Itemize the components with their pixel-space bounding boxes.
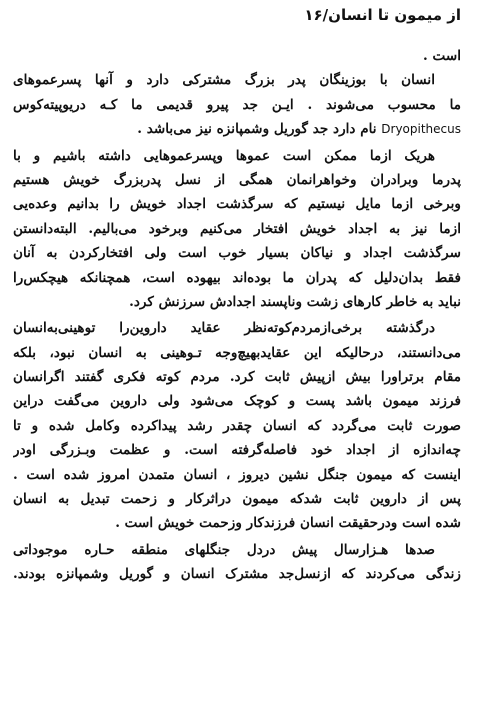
paragraph-line: سرگذشت اجداد و نیاکان بسیار خوب است ولی افتخارکردن به آنان <box>13 245 461 262</box>
paragraph-line: درگذشته برخی‌ازمردم‌کوته‌نظر عقاید داروین‌را توهینی‌به‌انسان <box>13 320 435 337</box>
latin-term: Dryopithecus <box>381 122 461 137</box>
paragraph-line <box>13 117 461 141</box>
paragraph-line: می‌دانستند، درحالیکه این عقایدبهیچ‌وجه تـوهینی به انسان نبود، بلکه <box>13 344 461 361</box>
paragraph-line: ازما نیز به اجداد خویش افتخار می‌کنیم وبرخود می‌بالیم. البته‌دانستن <box>13 220 461 237</box>
paragraph-line: صدها هـزارسال پیش دردل جنگلهای منطقه حـاره موجوداتی <box>13 541 435 558</box>
paragraph-line: است . <box>423 48 461 64</box>
page-header: از میمون تا انسان/۱۶ <box>304 6 461 24</box>
paragraph-line: مقام برتراورا بیش ازپیش ثابت کرد. مردم کوته فکری گفتند اگرانسان <box>13 369 461 386</box>
paragraph-line: هریک ازما ممکن است عموها وپسرعموهایی داشته باشیم و با <box>13 147 435 164</box>
paragraph-line: نباید به خاطر کارهای زشت وناپسند اجدادش سرزنش کرد. <box>129 293 461 310</box>
paragraph-line-text: نام دارد جد گوریل وشمپانزه نیز می‌باشد . <box>137 121 377 138</box>
paragraph-line: فرزند میمون باشد پست و کوچک می‌شود ولی داروین می‌گفت دراین <box>13 393 461 410</box>
paragraph-line: اینست که میمون جنگل نشین دیروز ، انسان متمدن امروز شده است . <box>13 466 461 483</box>
paragraph-line: فقط بدان‌دلیل که پدران ما بوده‌اند بیهوده است، همچنانکه هیچکس‌را <box>13 269 461 286</box>
body-text <box>13 44 461 587</box>
paragraph-line: انسان با بوزینگان پدر بزرگ مشترکی دارد و آنها پسرعموهای <box>13 72 435 89</box>
paragraph-line: پس از داروین ثابت شدکه میمون دراثرکار و زحمت تبدیل به انسان <box>13 491 461 508</box>
paragraph-line: ما محسوب می‌شوند . ایـن جد پیرو قدیمی ما کـه دریوپیته‌کوس <box>13 96 461 113</box>
paragraph-line: زندگی می‌کردند که ازنسل‌جد مشترک انسان و گوریل وشمپانزه بودند. <box>13 566 461 583</box>
paragraph-line: شده است ودرحقیقت انسان فرزندکار وزحمت خویش است . <box>115 515 461 532</box>
paragraph-line: وبرخی ازما مایل نیستیم که سرگذشت اجداد خویش را بدانیم وعده‌یی <box>13 196 461 213</box>
paragraph-line: پدرما وبرادران وخواهرانمان همگی از نسل پدربزرگ خویش هستیم <box>13 171 461 188</box>
paragraph-line: صورت ثابت می‌گردد که انسان چقدر رشد پیداکرده وکامل شده و تا <box>13 417 461 434</box>
paragraph-line: چه‌اندازه از اجداد خود فاصله‌گرفته است. و عظمت وبـزرگی اودر <box>13 442 461 459</box>
